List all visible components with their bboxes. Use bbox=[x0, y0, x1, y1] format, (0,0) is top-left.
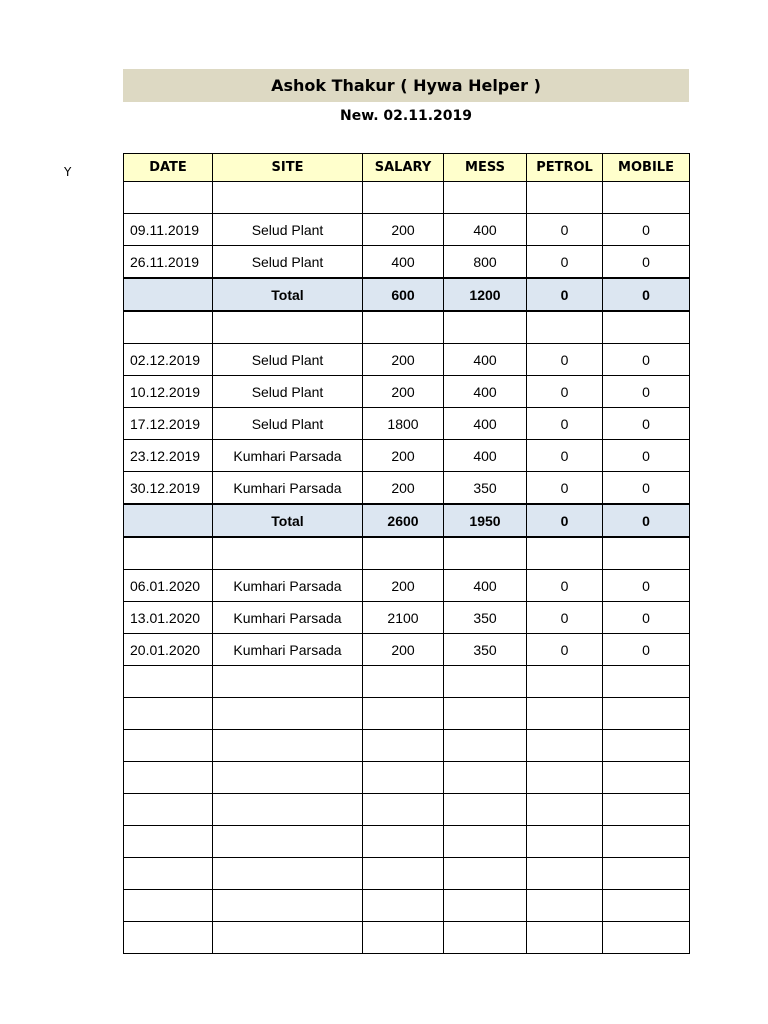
cell-mess[interactable] bbox=[444, 698, 527, 730]
cell-date[interactable] bbox=[124, 698, 213, 730]
cell-salary[interactable]: 200 bbox=[363, 344, 444, 376]
cell-mobile[interactable] bbox=[603, 730, 690, 762]
cell-mess[interactable] bbox=[444, 922, 527, 954]
cell-petrol[interactable]: 0 bbox=[527, 602, 603, 634]
cell-mess[interactable]: 350 bbox=[444, 472, 527, 505]
cell-petrol[interactable] bbox=[527, 762, 603, 794]
cell-mess[interactable] bbox=[444, 794, 527, 826]
cell-petrol[interactable] bbox=[527, 311, 603, 344]
cell-salary[interactable]: 200 bbox=[363, 472, 444, 505]
cell-salary[interactable] bbox=[363, 858, 444, 890]
blank-row bbox=[124, 311, 690, 344]
cell-petrol[interactable]: 0 bbox=[527, 504, 603, 537]
table-row bbox=[124, 214, 690, 246]
cell-site[interactable] bbox=[213, 537, 363, 570]
cell-site[interactable]: Kumhari Parsada bbox=[213, 472, 363, 505]
cell-date[interactable]: 30.12.2019 bbox=[124, 472, 213, 505]
cell-petrol[interactable] bbox=[527, 537, 603, 570]
cell-mess[interactable] bbox=[444, 890, 527, 922]
cell-date[interactable] bbox=[124, 537, 213, 570]
cell-mobile[interactable]: 0 bbox=[603, 440, 690, 472]
cell-mobile[interactable]: 0 bbox=[603, 634, 690, 666]
cell-mess[interactable]: 400 bbox=[444, 570, 527, 602]
blank-row bbox=[124, 730, 690, 762]
cell-date[interactable] bbox=[124, 826, 213, 858]
cell-site[interactable] bbox=[213, 826, 363, 858]
cell-date[interactable]: 26.11.2019 bbox=[124, 246, 213, 279]
cell-mobile[interactable]: 0 bbox=[603, 246, 690, 279]
cell-mobile[interactable] bbox=[603, 762, 690, 794]
cell-mobile[interactable] bbox=[603, 537, 690, 570]
cell-site[interactable] bbox=[213, 890, 363, 922]
cell-petrol[interactable] bbox=[527, 730, 603, 762]
cell-salary[interactable] bbox=[363, 182, 444, 214]
header-petrol: PETROL bbox=[527, 154, 603, 182]
stray-cell-mark: Y bbox=[64, 165, 72, 179]
cell-petrol[interactable] bbox=[527, 922, 603, 954]
cell-mobile[interactable] bbox=[603, 890, 690, 922]
cell-mess[interactable]: 400 bbox=[444, 344, 527, 376]
table-row bbox=[124, 246, 690, 279]
cell-site[interactable]: Total bbox=[213, 504, 363, 537]
cell-petrol[interactable]: 0 bbox=[527, 344, 603, 376]
cell-date[interactable]: 13.01.2020 bbox=[124, 602, 213, 634]
cell-salary[interactable]: 400 bbox=[363, 246, 444, 279]
cell-mobile[interactable] bbox=[603, 666, 690, 698]
cell-petrol[interactable]: 0 bbox=[527, 376, 603, 408]
cell-date[interactable] bbox=[124, 666, 213, 698]
cell-mess[interactable]: 350 bbox=[444, 634, 527, 666]
cell-salary[interactable] bbox=[363, 666, 444, 698]
table-row bbox=[124, 440, 690, 472]
cell-petrol[interactable] bbox=[527, 826, 603, 858]
cell-mobile[interactable]: 0 bbox=[603, 214, 690, 246]
blank-row bbox=[124, 182, 690, 214]
header-salary: SALARY bbox=[363, 154, 444, 182]
cell-mobile[interactable] bbox=[603, 182, 690, 214]
sheet-title-text: Ashok Thakur ( Hywa Helper ) bbox=[271, 76, 541, 95]
cell-date[interactable] bbox=[124, 794, 213, 826]
cell-site[interactable] bbox=[213, 666, 363, 698]
cell-site[interactable] bbox=[213, 182, 363, 214]
cell-salary[interactable]: 2100 bbox=[363, 602, 444, 634]
cell-mess[interactable]: 1950 bbox=[444, 504, 527, 537]
blank-row bbox=[124, 922, 690, 954]
cell-site[interactable] bbox=[213, 762, 363, 794]
cell-petrol[interactable] bbox=[527, 698, 603, 730]
cell-mobile[interactable] bbox=[603, 794, 690, 826]
sheet-subtitle bbox=[123, 105, 689, 127]
cell-mobile[interactable]: 0 bbox=[603, 278, 690, 311]
table-row bbox=[124, 602, 690, 634]
cell-mobile[interactable] bbox=[603, 311, 690, 344]
table-row bbox=[124, 570, 690, 602]
cell-petrol[interactable]: 0 bbox=[527, 570, 603, 602]
cell-mobile[interactable]: 0 bbox=[603, 602, 690, 634]
cell-mobile[interactable]: 0 bbox=[603, 408, 690, 440]
cell-salary[interactable] bbox=[363, 762, 444, 794]
cell-mess[interactable]: 400 bbox=[444, 376, 527, 408]
cell-date[interactable] bbox=[124, 730, 213, 762]
cell-petrol[interactable]: 0 bbox=[527, 634, 603, 666]
cell-salary[interactable]: 200 bbox=[363, 376, 444, 408]
cell-date[interactable]: 20.01.2020 bbox=[124, 634, 213, 666]
cell-salary[interactable] bbox=[363, 922, 444, 954]
table-header bbox=[124, 154, 690, 182]
cell-salary[interactable] bbox=[363, 890, 444, 922]
cell-mess[interactable] bbox=[444, 311, 527, 344]
cell-date[interactable] bbox=[124, 922, 213, 954]
cell-salary[interactable] bbox=[363, 826, 444, 858]
cell-mess[interactable]: 800 bbox=[444, 246, 527, 279]
expense-table bbox=[123, 153, 690, 954]
table-row bbox=[124, 344, 690, 376]
cell-mobile[interactable]: 0 bbox=[603, 504, 690, 537]
cell-site[interactable]: Total bbox=[213, 278, 363, 311]
cell-salary[interactable] bbox=[363, 311, 444, 344]
cell-salary[interactable] bbox=[363, 537, 444, 570]
cell-date[interactable]: 09.11.2019 bbox=[124, 214, 213, 246]
cell-date[interactable] bbox=[124, 311, 213, 344]
cell-site[interactable] bbox=[213, 730, 363, 762]
header-mess: MESS bbox=[444, 154, 527, 182]
cell-mess[interactable] bbox=[444, 666, 527, 698]
cell-site[interactable] bbox=[213, 311, 363, 344]
table-body bbox=[124, 182, 690, 954]
cell-petrol[interactable]: 0 bbox=[527, 246, 603, 279]
cell-petrol[interactable]: 0 bbox=[527, 214, 603, 246]
cell-site[interactable] bbox=[213, 794, 363, 826]
blank-row bbox=[124, 666, 690, 698]
cell-salary[interactable]: 200 bbox=[363, 214, 444, 246]
table-row bbox=[124, 472, 690, 505]
total-row bbox=[124, 504, 690, 537]
sheet-title bbox=[123, 69, 689, 102]
cell-petrol[interactable]: 0 bbox=[527, 278, 603, 311]
cell-mobile[interactable] bbox=[603, 826, 690, 858]
cell-salary[interactable]: 200 bbox=[363, 440, 444, 472]
cell-date[interactable] bbox=[124, 858, 213, 890]
cell-petrol[interactable] bbox=[527, 858, 603, 890]
cell-mobile[interactable]: 0 bbox=[603, 472, 690, 505]
cell-site[interactable] bbox=[213, 922, 363, 954]
table-row bbox=[124, 376, 690, 408]
cell-petrol[interactable]: 0 bbox=[527, 472, 603, 505]
cell-salary[interactable]: 1800 bbox=[363, 408, 444, 440]
header-mobile: MOBILE bbox=[603, 154, 690, 182]
cell-mess[interactable]: 400 bbox=[444, 440, 527, 472]
cell-mess[interactable] bbox=[444, 826, 527, 858]
cell-mobile[interactable]: 0 bbox=[603, 570, 690, 602]
cell-petrol[interactable]: 0 bbox=[527, 440, 603, 472]
blank-row bbox=[124, 762, 690, 794]
header-date: DATE bbox=[124, 154, 213, 182]
header-site: SITE bbox=[213, 154, 363, 182]
cell-mobile[interactable] bbox=[603, 698, 690, 730]
cell-date[interactable]: 10.12.2019 bbox=[124, 376, 213, 408]
cell-site[interactable]: Selud Plant bbox=[213, 246, 363, 279]
cell-salary[interactable] bbox=[363, 698, 444, 730]
table-row bbox=[124, 634, 690, 666]
cell-mess[interactable]: 1200 bbox=[444, 278, 527, 311]
blank-row bbox=[124, 858, 690, 890]
cell-mobile[interactable]: 0 bbox=[603, 344, 690, 376]
header-row bbox=[124, 154, 690, 182]
cell-site[interactable]: Kumhari Parsada bbox=[213, 440, 363, 472]
cell-date[interactable]: 02.12.2019 bbox=[124, 344, 213, 376]
cell-site[interactable] bbox=[213, 858, 363, 890]
cell-petrol[interactable] bbox=[527, 794, 603, 826]
cell-petrol[interactable] bbox=[527, 890, 603, 922]
cell-site[interactable]: Kumhari Parsada bbox=[213, 634, 363, 666]
total-row bbox=[124, 278, 690, 311]
cell-mobile[interactable] bbox=[603, 858, 690, 890]
cell-salary[interactable]: 200 bbox=[363, 570, 444, 602]
cell-mess[interactable] bbox=[444, 182, 527, 214]
blank-row bbox=[124, 890, 690, 922]
cell-salary[interactable]: 2600 bbox=[363, 504, 444, 537]
cell-mobile[interactable] bbox=[603, 922, 690, 954]
cell-petrol[interactable] bbox=[527, 182, 603, 214]
blank-row bbox=[124, 826, 690, 858]
cell-site[interactable]: Selud Plant bbox=[213, 344, 363, 376]
cell-mess[interactable] bbox=[444, 762, 527, 794]
cell-mess[interactable] bbox=[444, 537, 527, 570]
cell-mess[interactable] bbox=[444, 858, 527, 890]
cell-date[interactable]: 17.12.2019 bbox=[124, 408, 213, 440]
cell-site[interactable]: Kumhari Parsada bbox=[213, 570, 363, 602]
cell-site[interactable]: Selud Plant bbox=[213, 408, 363, 440]
cell-date[interactable] bbox=[124, 762, 213, 794]
cell-mobile[interactable]: 0 bbox=[603, 376, 690, 408]
blank-row bbox=[124, 794, 690, 826]
cell-site[interactable]: Selud Plant bbox=[213, 214, 363, 246]
cell-date[interactable] bbox=[124, 504, 213, 537]
cell-mess[interactable]: 350 bbox=[444, 602, 527, 634]
cell-date[interactable]: 23.12.2019 bbox=[124, 440, 213, 472]
cell-mess[interactable]: 400 bbox=[444, 214, 527, 246]
cell-salary[interactable]: 200 bbox=[363, 634, 444, 666]
cell-petrol[interactable] bbox=[527, 666, 603, 698]
cell-petrol[interactable]: 0 bbox=[527, 408, 603, 440]
blank-row bbox=[124, 537, 690, 570]
cell-date[interactable] bbox=[124, 278, 213, 311]
cell-salary[interactable] bbox=[363, 794, 444, 826]
cell-site[interactable]: Kumhari Parsada bbox=[213, 602, 363, 634]
table-row bbox=[124, 408, 690, 440]
sheet-subtitle-text: New. 02.11.2019 bbox=[339, 108, 472, 124]
cell-salary[interactable]: 600 bbox=[363, 278, 444, 311]
cell-date[interactable]: 06.01.2020 bbox=[124, 570, 213, 602]
cell-date[interactable] bbox=[124, 890, 213, 922]
cell-salary[interactable] bbox=[363, 730, 444, 762]
blank-row bbox=[124, 698, 690, 730]
cell-site[interactable] bbox=[213, 698, 363, 730]
cell-mess[interactable] bbox=[444, 730, 527, 762]
cell-mess[interactable]: 400 bbox=[444, 408, 527, 440]
cell-date[interactable] bbox=[124, 182, 213, 214]
cell-site[interactable]: Selud Plant bbox=[213, 376, 363, 408]
